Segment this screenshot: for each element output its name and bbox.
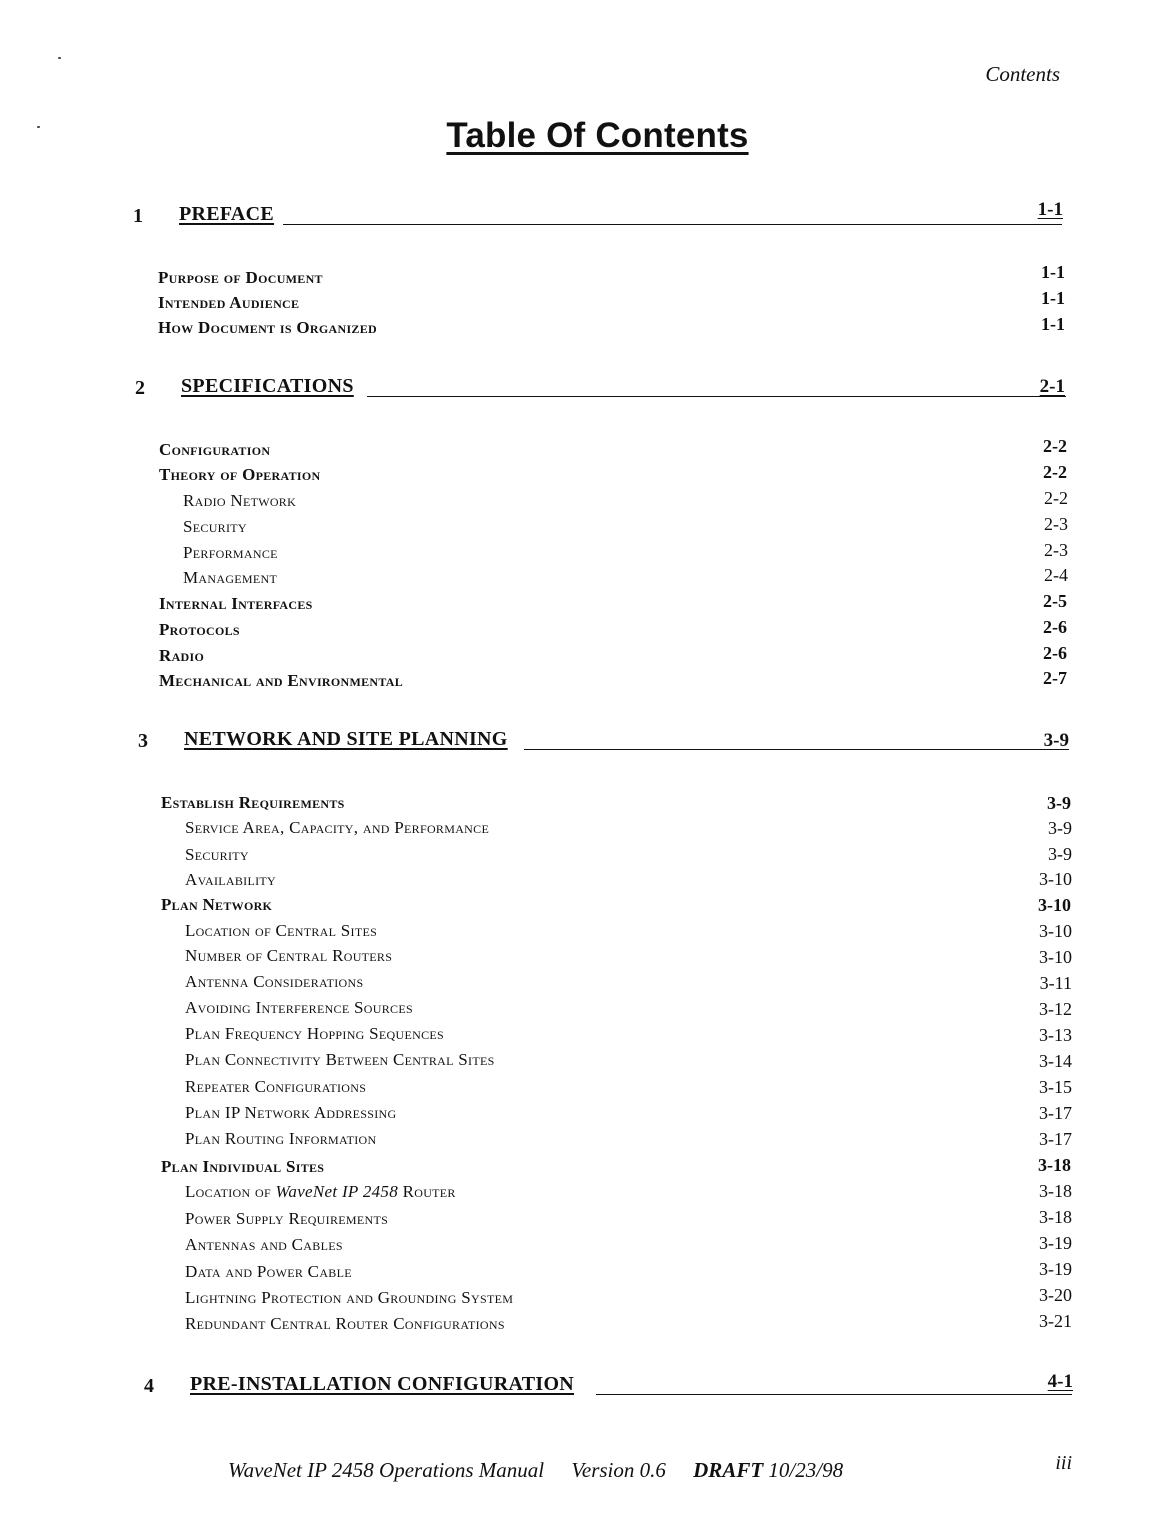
entry-page-number: 3-17 [1039,1103,1072,1123]
entry-label [183,517,247,537]
entry-page-number: 3-19 [1039,1233,1072,1253]
entry-page-number: 2-3 [1044,540,1068,560]
toc-entry-row[interactable] [159,591,1067,620]
entry-page-number: 3-18 [1039,1207,1072,1227]
toc-entry-row[interactable] [185,1311,1072,1340]
entry-label [159,620,240,640]
entry-label-text: How Document is Organized [158,318,377,337]
entry-label-suffix: Router [398,1182,456,1201]
entry-label-text: Plan IP Network Addressing [185,1103,397,1122]
toc-entry-row[interactable] [161,1157,1071,1183]
entry-label [185,1103,396,1123]
entry-label [185,870,276,890]
entry-label-text: Antennas and Cables [185,1235,343,1254]
entry-page-number: 3-12 [1039,999,1072,1019]
entry-label [185,1182,456,1202]
chapter-page-number: 2-1 [1039,376,1065,397]
toc-entry-row[interactable] [185,1235,1072,1261]
entry-label-text: Repeater Configurations [185,1077,367,1096]
entry-page-number: 3-10 [1039,869,1072,889]
entry-label [185,1262,352,1282]
entry-page-number: 2-6 [1043,617,1067,637]
toc-entry-row[interactable] [158,288,1065,319]
entry-label [159,594,313,614]
toc-entry-row[interactable] [159,668,1067,697]
entry-label [161,1157,324,1177]
entry-label-product-name: WaveNet IP 2458 [275,1182,399,1201]
chapter-number: 2 [135,377,145,399]
entry-label-text: Intended Audience [158,293,300,312]
footer-manual-title: WaveNet IP 2458 Operations Manual [228,1458,545,1482]
entry-label [185,1288,513,1308]
page-title: Table Of Contents [446,116,749,155]
entry-page-number: 3-21 [1039,1311,1072,1331]
toc-entry-row[interactable] [159,462,1067,491]
footer-draft-label: DRAFT [693,1458,764,1482]
entry-page-number: 3-19 [1039,1259,1072,1279]
entry-label [158,318,377,338]
entry-label [183,543,278,563]
toc-entry-row[interactable] [185,1077,1072,1103]
page-footer [228,1458,843,1483]
entry-page-number: 3-18 [1039,1181,1072,1201]
entry-label [183,568,277,588]
entry-page-number: 2-2 [1044,488,1068,508]
chapter-number: 4 [144,1375,154,1397]
entry-page-number: 3-18 [1038,1155,1071,1175]
entry-label [185,1024,444,1044]
entry-label-text: Establish Requirements [161,793,345,812]
entry-label-text: Configuration [159,440,271,459]
entry-label [185,1209,388,1229]
entry-page-number: 3-13 [1039,1025,1072,1045]
entry-label [185,1077,366,1097]
chapter-leader-rule [596,1394,1072,1395]
toc-entry-row[interactable] [161,793,1071,819]
entry-label [185,1129,376,1149]
toc-entry-row[interactable] [185,1285,1072,1314]
entry-label-text: Radio [159,646,205,665]
page-number: iii [1055,1452,1072,1474]
toc-entry-row[interactable] [185,1182,1072,1208]
entry-label [185,946,392,966]
entry-label-text: Data and Power Cable [185,1262,352,1281]
toc-entry-row[interactable] [185,1259,1072,1288]
entry-label-text: Plan Frequency Hopping Sequences [185,1024,444,1043]
toc-entry-row[interactable] [159,643,1067,672]
entry-label-text: Antenna Considerations [185,972,364,991]
entry-page-number: 3-14 [1039,1051,1072,1071]
toc-chapter-row[interactable] [144,1371,1073,1401]
entry-label-text: Management [183,568,278,587]
chapter-title: PRE-INSTALLATION CONFIGURATION [190,1373,575,1395]
entry-page-number: 1-1 [1041,288,1065,308]
entry-label [185,1314,505,1334]
toc-entry-row[interactable] [183,488,1068,517]
entry-page-number: 3-20 [1039,1285,1072,1305]
entry-label-text: Plan Connectivity Between Central Sites [185,1050,495,1069]
entry-label-text: Plan Network [161,895,273,914]
entry-label [185,921,377,941]
entry-label-text: Purpose of Document [158,268,323,287]
entry-label-text: Security [185,845,249,864]
toc-entry-row[interactable] [158,262,1065,294]
entry-label-text: Internal Interfaces [159,594,313,613]
toc-entry-row[interactable] [183,540,1068,569]
entry-label [183,491,296,511]
entry-page-number: 2-3 [1044,514,1068,534]
chapter-number: 1 [133,205,143,227]
toc-entry-row[interactable] [185,1129,1072,1155]
toc-entry-row[interactable] [185,1103,1072,1129]
entry-label-text: Plan Routing Information [185,1129,377,1148]
entry-label [185,972,363,992]
entry-label-text: Redundant Central Router Configurations [185,1314,505,1333]
toc-entry-row[interactable] [185,1209,1072,1235]
toc-entry-row[interactable] [159,617,1067,646]
entry-page-number: 3-9 [1047,793,1071,813]
toc-entry-row[interactable] [185,998,1072,1024]
entry-label-text: Performance [183,543,278,562]
entry-label-text: Number of Central Routers [185,946,393,965]
toc-entry-row[interactable] [185,921,1072,947]
chapter-title: NETWORK AND SITE PLANNING [184,728,508,750]
toc-entry-row[interactable] [185,870,1072,896]
toc-entry-row[interactable] [185,1024,1072,1050]
toc-entry-row[interactable] [185,818,1072,844]
entry-page-number: 2-6 [1043,643,1067,663]
entry-label [185,1235,343,1255]
entry-page-number: 3-17 [1039,1129,1072,1149]
entry-label-text: Availability [185,870,276,889]
footer-date: 10/23/98 [768,1458,844,1482]
toc-entry-row[interactable] [183,565,1068,594]
entry-page-number: 2-7 [1043,668,1067,688]
entry-label-text: Avoiding Interference Sources [185,998,413,1017]
entry-label [185,818,489,838]
entry-label-text: Plan Individual Sites [161,1157,325,1176]
chapter-title: SPECIFICATIONS [181,375,354,397]
entry-page-number: 1-1 [1041,262,1065,282]
toc-entry-row[interactable] [185,972,1072,998]
chapter-leader-rule [283,224,1062,225]
chapter-page-number: 1-1 [1037,199,1063,220]
entry-page-number: 3-15 [1039,1077,1072,1097]
entry-label [158,268,323,288]
toc-entry-row[interactable] [185,845,1072,871]
chapter-page-number: 4-1 [1047,1371,1073,1392]
entry-label-text: Radio Network [183,491,297,510]
entry-page-number: 3-10 [1039,921,1072,941]
entry-page-number: 3-9 [1048,818,1072,838]
toc-chapter-row[interactable] [135,377,1066,403]
entry-label [185,845,249,865]
entry-label [161,895,272,915]
chapter-leader-rule [367,396,1066,397]
running-head: Contents [985,62,1060,86]
chapter-title: PREFACE [179,203,275,225]
toc-entry-row[interactable] [161,895,1071,921]
entry-label-text: Power Supply Requirements [185,1209,389,1228]
entry-label [159,646,204,666]
toc-entry-row[interactable] [159,436,1067,466]
chapter-page-number: 3-9 [1043,730,1069,751]
entry-page-number: 3-9 [1048,844,1072,864]
entry-label [185,1050,495,1070]
entry-page-number: 2-5 [1043,591,1067,611]
entry-label [161,793,345,813]
toc-entry-row[interactable] [183,514,1068,543]
entry-label-text: Mechanical and Environmental [159,671,404,690]
entry-page-number: 1-1 [1041,314,1065,334]
entry-label-text: Protocols [159,620,240,639]
entry-page-number: 3-10 [1038,895,1071,915]
entry-label-text: Service Area, Capacity, and Performance [185,818,490,837]
entry-label [185,998,413,1018]
toc-entry-row[interactable] [185,1050,1072,1076]
entry-page-number: 2-2 [1043,462,1067,482]
entry-page-number: 2-2 [1043,436,1067,456]
entry-label-text: Theory of Operation [159,465,321,484]
entry-label [159,671,403,691]
entry-label [159,440,270,460]
toc-chapter-row[interactable] [133,199,1063,231]
footer-version: Version 0.6 [571,1458,666,1482]
chapter-leader-rule [524,749,1068,750]
entry-label-text: Lightning Protection and Grounding System [185,1288,514,1307]
entry-label-text: Location of [185,1182,276,1201]
entry-label [159,465,320,485]
entry-label-text: Location of Central Sites [185,921,378,940]
entry-page-number: 2-4 [1044,565,1068,585]
entry-page-number: 3-11 [1039,973,1072,993]
toc-chapter-row[interactable] [138,730,1068,756]
toc-entry-row[interactable] [158,314,1065,344]
entry-label-text: Security [183,517,247,536]
entry-label [158,293,299,313]
entry-page-number: 3-10 [1039,947,1072,967]
toc-entry-row[interactable] [185,946,1072,972]
chapter-number: 3 [138,730,148,752]
